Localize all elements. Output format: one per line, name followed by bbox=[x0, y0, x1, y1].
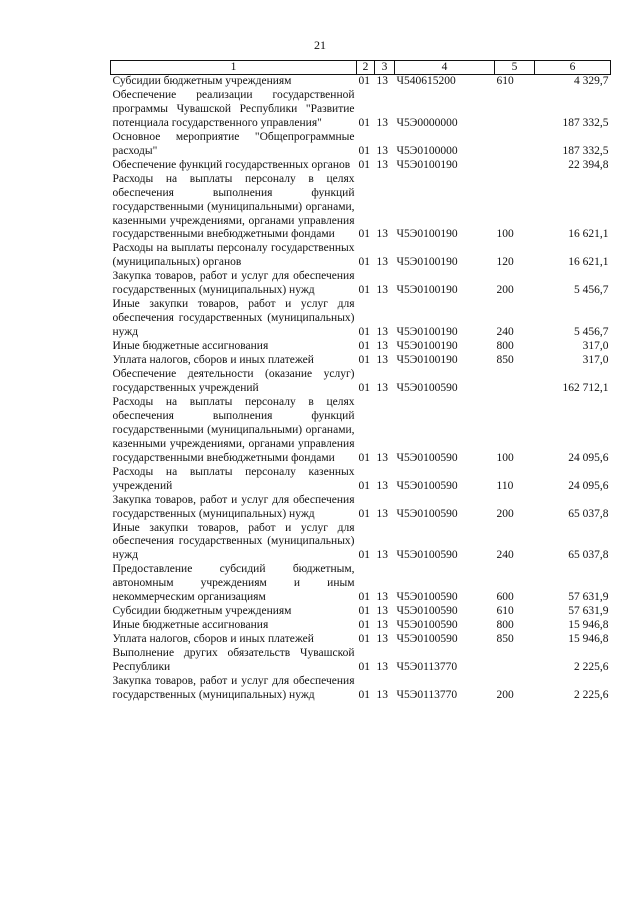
row-amount: 22 394,8 bbox=[568, 158, 609, 171]
row-expense-type: 610 bbox=[496, 75, 514, 87]
row-expense-type: 100 bbox=[496, 228, 514, 241]
row-amount: 16 621,1 bbox=[568, 256, 609, 269]
row-section-code: 01 bbox=[358, 354, 370, 367]
header-row bbox=[111, 61, 611, 75]
header-col-5: 5 bbox=[495, 61, 535, 75]
row-description: Расходы на выплаты персоналу казенных учреждений bbox=[112, 465, 355, 492]
row-section-code: 01 bbox=[358, 605, 370, 618]
row-target-article: Ч5Э0100590 bbox=[396, 451, 458, 464]
row-description: Предоставление субсидий бюджетным, автономным учреждениям и иным некоммерческим организациям bbox=[112, 563, 355, 604]
row-section-code: 01 bbox=[358, 479, 370, 492]
row-target-article: Ч5Э0100190 bbox=[396, 326, 458, 339]
row-expense-type: 800 bbox=[496, 619, 514, 632]
row-amount: 15 946,8 bbox=[568, 619, 609, 632]
row-target-article: Ч5Э0100590 bbox=[396, 479, 458, 492]
row-target-article: Ч5Э0100590 bbox=[396, 633, 458, 646]
row-description: Закупка товаров, работ и услуг для обеспечения государственных (муниципальных) нужд bbox=[112, 270, 355, 297]
row-subsection-code: 13 bbox=[376, 116, 388, 129]
row-description: Субсидии бюджетным учреждениям bbox=[112, 605, 292, 618]
table-row bbox=[111, 605, 611, 619]
row-subsection-code: 13 bbox=[376, 661, 388, 674]
row-amount: 24 095,6 bbox=[568, 451, 609, 464]
row-description: Иные закупки товаров, работ и услуг для обеспечения государственных (муниципальных) нужд bbox=[112, 298, 355, 339]
row-amount: 5 456,7 bbox=[574, 326, 609, 339]
row-description: Обеспечение реализации государственной программы Чувашской Республики "Развитие потенциала государственного управления" bbox=[112, 88, 355, 129]
row-expense-type: 200 bbox=[496, 507, 514, 520]
header-col-3: 3 bbox=[375, 61, 395, 75]
header-col-2: 2 bbox=[357, 61, 375, 75]
table-row bbox=[111, 494, 611, 522]
table-row bbox=[111, 173, 611, 243]
row-target-article: Ч540615200 bbox=[396, 75, 456, 87]
row-section-code: 01 bbox=[358, 633, 370, 646]
row-target-article: Ч5Э0100190 bbox=[396, 256, 458, 269]
budget-table bbox=[110, 60, 611, 703]
row-target-article: Ч5Э0100190 bbox=[396, 340, 458, 353]
row-expense-type: 100 bbox=[496, 451, 514, 464]
row-amount: 24 095,6 bbox=[568, 479, 609, 492]
table-row bbox=[111, 159, 611, 173]
row-subsection-code: 13 bbox=[376, 633, 388, 646]
row-amount: 65 037,8 bbox=[568, 507, 609, 520]
header-col-4: 4 bbox=[395, 61, 495, 75]
row-expense-type bbox=[495, 647, 535, 675]
row-amount: 16 621,1 bbox=[568, 228, 609, 241]
row-description: Уплата налогов, сборов и иных платежей bbox=[112, 633, 314, 646]
table-row bbox=[111, 396, 611, 466]
row-amount: 57 631,9 bbox=[568, 591, 609, 604]
row-section-code: 01 bbox=[358, 591, 370, 604]
row-expense-type: 610 bbox=[496, 605, 514, 618]
row-section-code: 01 bbox=[358, 507, 370, 520]
row-amount: 5 456,7 bbox=[574, 284, 609, 297]
row-expense-type bbox=[495, 368, 535, 396]
row-description: Обеспечение функций государственных органов bbox=[112, 158, 351, 171]
table-row bbox=[111, 354, 611, 368]
table-header bbox=[111, 61, 611, 75]
row-description: Уплата налогов, сборов и иных платежей bbox=[112, 354, 314, 367]
table-row bbox=[111, 75, 611, 89]
row-section-code: 01 bbox=[358, 284, 370, 297]
row-target-article: Ч5Э0113770 bbox=[396, 661, 458, 674]
row-expense-type: 850 bbox=[496, 633, 514, 646]
row-target-article: Ч5Э0100590 bbox=[396, 507, 458, 520]
row-expense-type: 200 bbox=[496, 284, 514, 297]
row-amount: 187 332,5 bbox=[562, 116, 609, 129]
table-row bbox=[111, 270, 611, 298]
table-row bbox=[111, 633, 611, 647]
row-target-article: Ч5Э0000000 bbox=[396, 116, 458, 129]
row-subsection-code: 13 bbox=[376, 549, 388, 562]
row-expense-type: 200 bbox=[496, 688, 514, 701]
table-row bbox=[111, 619, 611, 633]
row-description: Иные бюджетные ассигнования bbox=[112, 619, 269, 632]
row-target-article: Ч5Э0100000 bbox=[396, 144, 458, 157]
row-subsection-code: 13 bbox=[376, 479, 388, 492]
row-section-code: 01 bbox=[358, 549, 370, 562]
row-section-code: 01 bbox=[358, 228, 370, 241]
row-subsection-code: 13 bbox=[376, 228, 388, 241]
row-expense-type bbox=[495, 89, 535, 131]
row-subsection-code: 13 bbox=[376, 256, 388, 269]
row-subsection-code: 13 bbox=[376, 354, 388, 367]
row-expense-type: 240 bbox=[496, 549, 514, 562]
row-target-article: Ч5Э0100590 bbox=[396, 605, 458, 618]
row-section-code: 01 bbox=[358, 75, 370, 87]
row-section-code: 01 bbox=[358, 116, 370, 129]
table-row bbox=[111, 131, 611, 159]
row-target-article: Ч5Э0113770 bbox=[396, 688, 458, 701]
row-subsection-code: 13 bbox=[376, 381, 388, 394]
row-expense-type: 800 bbox=[496, 340, 514, 353]
row-section-code: 01 bbox=[358, 451, 370, 464]
header-col-1: 1 bbox=[111, 61, 357, 75]
row-amount: 2 225,6 bbox=[574, 688, 609, 701]
row-target-article: Ч5Э0100590 bbox=[396, 591, 458, 604]
table-body bbox=[111, 75, 611, 703]
table-row bbox=[111, 340, 611, 354]
row-section-code: 01 bbox=[358, 661, 370, 674]
row-subsection-code: 13 bbox=[376, 591, 388, 604]
page-number: 21 bbox=[314, 38, 326, 52]
row-expense-type bbox=[495, 131, 535, 159]
row-subsection-code: 13 bbox=[376, 451, 388, 464]
row-section-code: 01 bbox=[358, 688, 370, 701]
table-row bbox=[111, 89, 611, 131]
row-target-article: Ч5Э0100190 bbox=[396, 228, 458, 241]
row-description: Расходы на выплаты персоналу в целях обеспечения выполнения функций государственными (муниципальными) органами, казенными учреждениями, органами управления государственными внебюджетными фондами bbox=[112, 395, 355, 464]
row-amount: 57 631,9 bbox=[568, 605, 609, 618]
table-row bbox=[111, 298, 611, 340]
row-description: Закупка товаров, работ и услуг для обеспечения государственных (муниципальных) нужд bbox=[112, 493, 355, 520]
row-amount: 4 329,7 bbox=[574, 75, 609, 87]
row-description: Субсидии бюджетным учреждениям bbox=[112, 75, 292, 87]
row-subsection-code: 13 bbox=[376, 326, 388, 339]
table-row bbox=[111, 466, 611, 494]
row-subsection-code: 13 bbox=[376, 619, 388, 632]
row-description: Иные закупки товаров, работ и услуг для обеспечения государственных (муниципальных) нужд bbox=[112, 521, 355, 562]
row-amount: 317,0 bbox=[582, 340, 609, 353]
row-description: Закупка товаров, работ и услуг для обеспечения государственных (муниципальных) нужд bbox=[112, 674, 355, 701]
row-subsection-code: 13 bbox=[376, 75, 388, 87]
row-subsection-code: 13 bbox=[376, 605, 388, 618]
row-section-code: 01 bbox=[358, 381, 370, 394]
row-amount: 162 712,1 bbox=[562, 381, 609, 394]
row-section-code: 01 bbox=[358, 158, 370, 171]
row-expense-type: 240 bbox=[496, 326, 514, 339]
row-amount: 317,0 bbox=[582, 354, 609, 367]
row-description: Обеспечение деятельности (оказание услуг) государственных учреждений bbox=[112, 368, 355, 394]
row-description: Основное мероприятие "Общепрограммные расходы" bbox=[112, 130, 355, 157]
row-description: Расходы на выплаты персоналу в целях обеспечения выполнения функций государственными (муниципальными) органами, казенными учреждениями, органами управления государственными внебюджетными фондами bbox=[112, 172, 355, 241]
table-row bbox=[111, 242, 611, 270]
row-target-article: Ч5Э0100590 bbox=[396, 381, 458, 394]
row-target-article: Ч5Э0100190 bbox=[396, 354, 458, 367]
row-amount: 65 037,8 bbox=[568, 549, 609, 562]
row-subsection-code: 13 bbox=[376, 284, 388, 297]
row-description: Выполнение других обязательств Чувашской Республики bbox=[112, 647, 355, 674]
row-amount: 2 225,6 bbox=[574, 661, 609, 674]
row-subsection-code: 13 bbox=[376, 144, 388, 157]
row-description: Расходы на выплаты персоналу государственных (муниципальных) органов bbox=[112, 242, 355, 269]
row-target-article: Ч5Э0100590 bbox=[396, 549, 458, 562]
row-section-code: 01 bbox=[358, 144, 370, 157]
row-expense-type: 120 bbox=[496, 256, 514, 269]
row-expense-type: 110 bbox=[496, 479, 514, 492]
row-target-article: Ч5Э0100190 bbox=[396, 158, 458, 171]
row-subsection-code: 13 bbox=[376, 158, 388, 171]
table-row bbox=[111, 675, 611, 703]
row-section-code: 01 bbox=[358, 340, 370, 353]
table-row bbox=[111, 647, 611, 675]
header-col-6: 6 bbox=[535, 61, 611, 75]
row-expense-type: 600 bbox=[496, 591, 514, 604]
row-section-code: 01 bbox=[358, 256, 370, 269]
row-section-code: 01 bbox=[358, 619, 370, 632]
row-subsection-code: 13 bbox=[376, 507, 388, 520]
table-row bbox=[111, 368, 611, 396]
row-target-article: Ч5Э0100190 bbox=[396, 284, 458, 297]
row-section-code: 01 bbox=[358, 326, 370, 339]
row-expense-type: 850 bbox=[496, 354, 514, 367]
row-expense-type bbox=[495, 159, 535, 173]
row-subsection-code: 13 bbox=[376, 340, 388, 353]
row-description: Иные бюджетные ассигнования bbox=[112, 340, 269, 353]
table-row bbox=[111, 563, 611, 605]
row-amount: 15 946,8 bbox=[568, 633, 609, 646]
row-subsection-code: 13 bbox=[376, 688, 388, 701]
table-row bbox=[111, 522, 611, 564]
row-amount: 187 332,5 bbox=[562, 144, 609, 157]
row-target-article: Ч5Э0100590 bbox=[396, 619, 458, 632]
